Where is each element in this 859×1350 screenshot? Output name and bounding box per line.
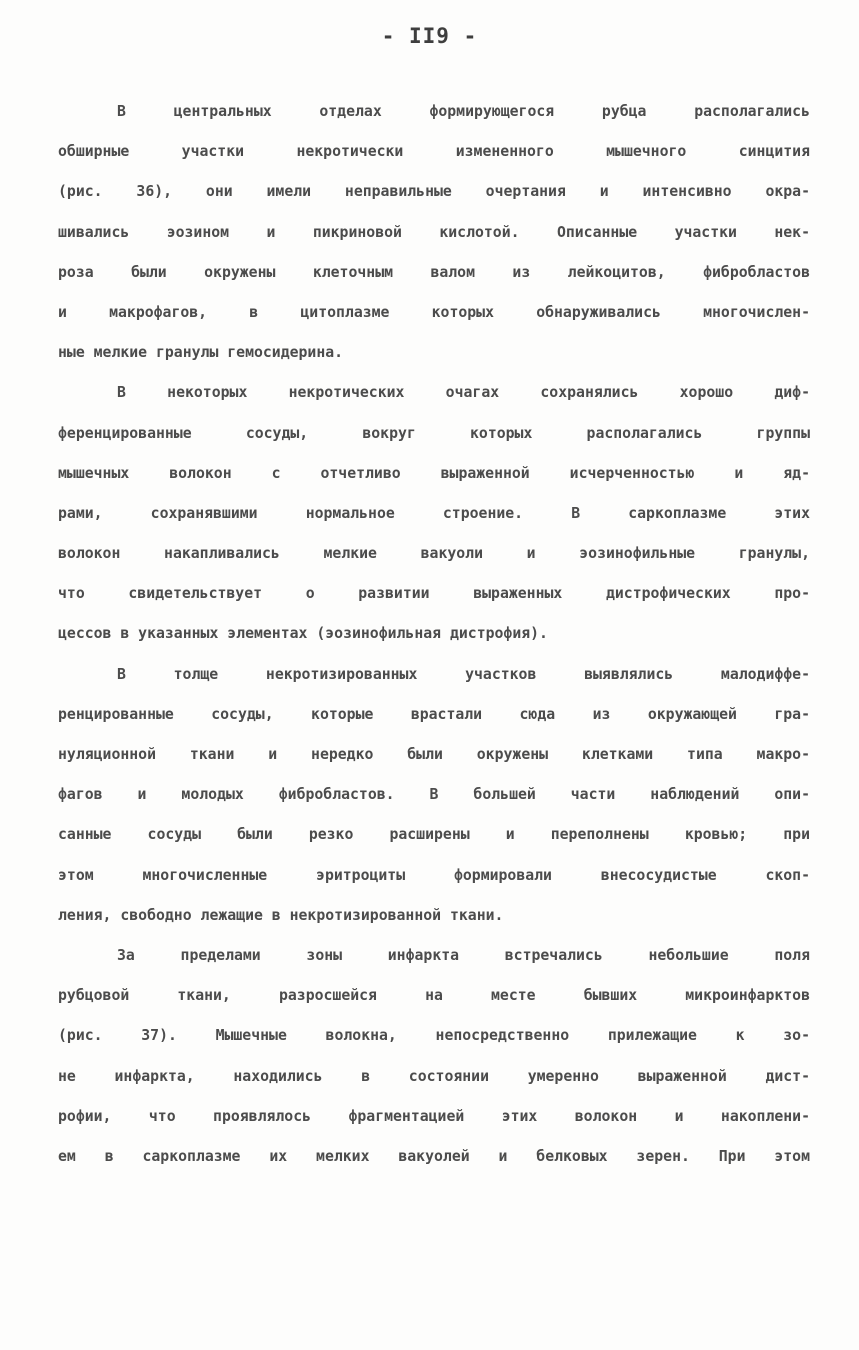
text-line: мышечных волокон с отчетливо выраженной исчерченностью и яд- <box>58 464 810 482</box>
text-line: не инфаркта, находились в состоянии умеренно выраженной дист- <box>58 1067 810 1085</box>
text-line: ем в саркоплазме их мелких вакуолей и белковых зерен. При этом <box>58 1147 810 1165</box>
text-line: рофии, что проявлялось фрагментацией этих волокон и накоплени- <box>58 1107 810 1125</box>
text-line: санные сосуды были резко расширены и переполнены кровью; при <box>58 826 810 844</box>
text-line: ные мелкие гранулы гемосидерина. <box>58 344 344 362</box>
text-line: обширные участки некротически измененного мышечного синцития <box>58 143 810 161</box>
text-line: рами, сохранявшими нормальное строение. В саркоплазме этих <box>58 504 810 522</box>
text-line: роза были окружены клеточным валом из лейкоцитов, фибробластов <box>58 263 810 281</box>
text-line: В центральных отделах формирующегося рубца располагались <box>117 103 810 120</box>
text-line: шивались эозином и пикриновой кислотой. Описанные участки нек- <box>58 223 810 241</box>
text-line: волокон накапливались мелкие вакуоли и эозинофильные гранулы, <box>58 545 810 563</box>
text-line: нуляционной ткани и нередко были окружены клетками типа макро- <box>58 746 810 763</box>
text-line: рубцовой ткани, разросшейся на месте бывших микроинфарктов <box>58 987 810 1005</box>
body-text <box>58 92 810 1177</box>
text-line: что свидетельствует о развитии выраженных дистрофических про- <box>58 585 810 603</box>
text-line: ренцированные сосуды, которые врастали сюда из окружающей гра- <box>58 705 810 723</box>
text-line: (рис. 37). Мышечные волокна, непосредственно прилежащие к зо- <box>58 1027 810 1045</box>
text-line: ления, свободно лежащие в некротизированной ткани. <box>58 906 504 924</box>
text-line: цессов в указанных элементах (эозинофильная дистрофия). <box>58 625 548 643</box>
text-line: За пределами зоны инфаркта встречались небольшие поля <box>117 946 810 964</box>
text-line: В некоторых некротических очагах сохранялись хорошо диф- <box>117 384 810 402</box>
text-line: ференцированные сосуды, вокруг которых располагались группы <box>58 424 810 442</box>
text-line: и макрофагов, в цитоплазме которых обнаруживались многочислен- <box>58 303 810 321</box>
text-line: (рис. 36), они имели неправильные очертания и интенсивно окра- <box>58 183 810 201</box>
text-line: В толще некротизированных участков выявлялись малодиффе- <box>117 665 810 683</box>
page-number: - II9 - <box>381 24 478 48</box>
text-line: фагов и молодых фибробластов. В большей части наблюдений опи- <box>58 786 810 804</box>
text-line: этом многочисленные эритроциты формировали внесосудистые скоп- <box>58 866 810 884</box>
